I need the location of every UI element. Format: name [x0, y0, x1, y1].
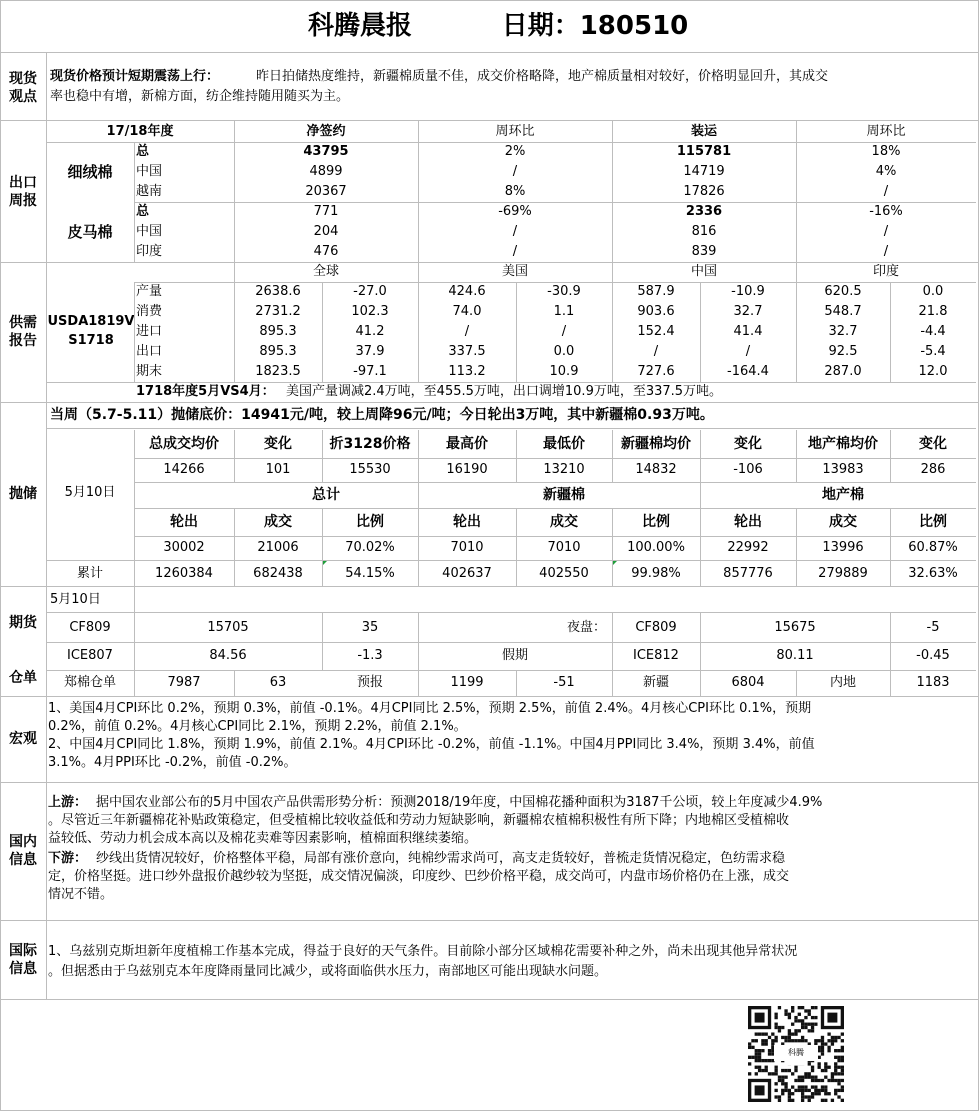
futures-cf-price: 15705 [207, 620, 249, 635]
supply-value: 2638.6 [255, 284, 301, 299]
reserve-day-value: 21006 [257, 540, 299, 555]
reserve-sub-header: 成交 [264, 514, 292, 530]
supply-value: 903.6 [637, 304, 675, 319]
qr-caption: 科腾 [774, 1045, 818, 1061]
grid-line [418, 508, 419, 586]
supply-value: 1.1 [553, 304, 575, 319]
warrant-xinjiang-label: 新疆 [642, 675, 669, 690]
reserve-cumulative-value: 402550 [539, 566, 589, 581]
supply-value: 41.4 [733, 324, 763, 339]
reserve-price-header: 总成交均价 [149, 436, 219, 452]
supply-value: -164.4 [727, 364, 769, 379]
grid-line [516, 430, 517, 482]
futures-ice2-code: ICE812 [633, 648, 679, 663]
grid-line [322, 612, 323, 670]
grid-line [890, 282, 891, 382]
grid-line [0, 999, 979, 1000]
reserve-cumulative-value: 32.63% [908, 566, 958, 581]
supply-region-header: 中国 [690, 264, 717, 279]
grid-line [612, 262, 613, 382]
grid-line [612, 508, 613, 586]
supply-row-label: 消费 [136, 304, 163, 319]
supply-value: -4.4 [920, 324, 946, 339]
report-title: 科腾晨报 [307, 11, 412, 41]
export-ship-wow: 18% [871, 144, 901, 159]
reserve-price-value: 13210 [543, 462, 585, 477]
grid-line [516, 282, 517, 382]
grid-line [234, 262, 235, 382]
reserve-group-xinjiang: 新疆棉 [543, 487, 585, 503]
reserve-day-value: 22992 [727, 540, 769, 555]
supply-value: 2731.2 [255, 304, 301, 319]
grid-line [322, 508, 323, 586]
export-row-label: 总 [136, 204, 150, 219]
reserve-date: 5月10日 [64, 485, 116, 500]
domestic-upstream-text: 益较低、劳动力机会成本高以及棉花卖难等因素影响，植棉面积继续萎缩。 [48, 831, 478, 846]
supply-value: 895.3 [259, 344, 297, 359]
warrant-change: 63 [269, 675, 287, 690]
grid-line [418, 430, 419, 482]
export-net-wow: 8% [504, 184, 526, 199]
grid-line [234, 670, 235, 696]
warrant-label: 郑棉仓单 [63, 675, 116, 690]
supply-region-header: 印度 [872, 264, 899, 279]
supply-row-label: 期末 [136, 364, 163, 379]
export-header-wow: 周环比 [495, 124, 535, 139]
futures-night-label: 夜盘： [566, 620, 606, 635]
grid-line [700, 612, 701, 696]
grid-line [890, 612, 891, 696]
section-reserve: 抛储 [9, 485, 37, 502]
reserve-sub-header: 轮出 [453, 514, 481, 530]
grid-line [612, 430, 613, 482]
export-row-label: 越南 [136, 184, 163, 199]
export-ship-wow: / [883, 244, 889, 259]
supply-value: / [561, 324, 567, 339]
supply-row-label: 出口 [136, 344, 163, 359]
supply-region-header: 全球 [312, 264, 339, 279]
reserve-day-value: 7010 [450, 540, 484, 555]
grid-line [46, 612, 976, 613]
reserve-day-value: 100.00% [627, 540, 685, 555]
supply-value: 21.8 [918, 304, 948, 319]
reserve-day-value: 60.87% [908, 540, 958, 555]
supply-value: 32.7 [828, 324, 858, 339]
reserve-price-value: 13983 [822, 462, 864, 477]
export-net-sales: 771 [313, 204, 339, 219]
grid-line [700, 508, 701, 586]
futures-ice2-change: -0.45 [916, 648, 950, 663]
grid-line [134, 142, 135, 262]
grid-line [0, 262, 979, 263]
supply-value: 1823.5 [255, 364, 301, 379]
export-shipments: 2336 [685, 204, 723, 219]
grid-line [0, 782, 979, 783]
supply-value: 113.2 [448, 364, 486, 379]
grid-line [700, 282, 701, 382]
supply-value: 0.0 [922, 284, 944, 299]
grid-line [134, 508, 976, 509]
reserve-sub-header: 轮出 [734, 514, 762, 530]
reserve-sub-header: 轮出 [170, 514, 198, 530]
domestic-downstream-text: 纱线出货情况较好，价格整体平稳，局部有涨价意向，纯棉纱需求尚可，高支走货较好，普梳走货情况稳定，色纺需求稳 [96, 851, 786, 866]
section-domestic: 国内信息 [9, 834, 37, 868]
export-net-sales: 476 [313, 244, 339, 259]
reserve-price-header: 变化 [734, 436, 762, 452]
macro-text-line: 0.2%，前值 0.2%。4月核心CPI同比 2.1%，预期 2.2%，前值 2.1%。 [48, 719, 467, 734]
futures-ice-code: ICE807 [67, 648, 113, 663]
reserve-cumulative-value: 54.15% [345, 566, 395, 581]
grid-line [46, 382, 976, 383]
domestic-downstream-label: 下游： [48, 851, 88, 866]
grid-line [0, 120, 979, 121]
reserve-price-header: 变化 [919, 436, 947, 452]
export-net-sales: 20367 [305, 184, 347, 199]
export-net-wow: -69% [498, 204, 532, 219]
supply-value: -5.4 [920, 344, 946, 359]
supply-value: / [653, 344, 659, 359]
reserve-price-value: 16190 [446, 462, 488, 477]
reserve-price-value: 15530 [349, 462, 391, 477]
export-net-wow: / [512, 164, 518, 179]
grid-line [890, 430, 891, 482]
supply-value: -30.9 [547, 284, 581, 299]
domestic-downstream-text: 定，价格坚挺。进口纱外盘报价越纱较为坚挺，成交情况偏淡，印度纱、巴纱价格平稳，成交尚可，内盘市场价格仍在上涨，成交 [48, 869, 790, 884]
grid-line [134, 586, 135, 696]
reserve-price-value: -106 [733, 462, 763, 477]
reserve-cumulative-value: 857776 [723, 566, 773, 581]
section-futures: 期货 [9, 615, 37, 631]
grid-line [46, 142, 976, 143]
reserve-price-value: 286 [920, 462, 946, 477]
reserve-cumulative-value: 402637 [442, 566, 492, 581]
reserve-price-header: 折3128价格 [329, 436, 411, 452]
supply-value: / [745, 344, 751, 359]
reserve-sub-header: 比例 [642, 514, 670, 530]
export-shipments: 816 [691, 224, 717, 239]
export-net-wow: 2% [504, 144, 526, 159]
grid-line [134, 202, 976, 203]
warrant-inland-label: 内地 [829, 675, 856, 690]
futures-cf-code: CF809 [69, 620, 111, 635]
supply-value: 152.4 [637, 324, 675, 339]
export-shipments: 115781 [676, 144, 732, 159]
export-group-name: 细绒棉 [67, 163, 113, 181]
export-header-net-sales: 净签约 [306, 124, 346, 139]
supply-value: 424.6 [448, 284, 486, 299]
reserve-price-value: 101 [265, 462, 291, 477]
futures-night-price: 15675 [774, 620, 816, 635]
grid-line [0, 920, 979, 921]
grid-line [890, 508, 891, 586]
grid-line [0, 0, 1, 1111]
supply-row-label: 进口 [136, 324, 163, 339]
supply-value: 102.3 [351, 304, 389, 319]
grid-line [46, 560, 976, 561]
reserve-price-header: 地产棉均价 [808, 436, 878, 452]
supply-value: -10.9 [731, 284, 765, 299]
supply-value: 74.0 [452, 304, 482, 319]
reserve-price-value: 14832 [635, 462, 677, 477]
grid-line [322, 430, 323, 482]
reserve-sub-header: 比例 [356, 514, 384, 530]
domestic-downstream-text: 情况不错。 [48, 887, 114, 902]
warrant-inland-value: 1183 [916, 675, 950, 690]
export-header-year: 17/18年度 [106, 124, 174, 139]
supply-value: -97.1 [353, 364, 387, 379]
spot-text-line: 昨日拍储热度维持，新疆棉质量不佳，成交价格略降，地产棉质量相对较好，价格明显回升，其成交 [256, 69, 829, 84]
reserve-sub-header: 成交 [829, 514, 857, 530]
intl-text-line: 1、乌兹别克斯坦新年度植棉工作基本完成，得益于良好的天气条件。目前除小部分区域棉花需要补种之外，尚未出现其他异常状况 [48, 944, 798, 959]
warrant-forecast-label: 预报 [356, 675, 383, 690]
grid-line [46, 52, 47, 999]
futures-holiday: 假期 [501, 648, 528, 663]
futures-ice-change: -1.3 [357, 648, 383, 663]
reserve-cumulative-value: 99.98% [631, 566, 681, 581]
supply-value: 287.0 [824, 364, 862, 379]
futures-date: 5月10日 [50, 592, 101, 607]
section-supply: 供需报告 [9, 314, 37, 349]
reserve-cumulative-label: 累计 [76, 566, 103, 581]
reserve-sub-header: 成交 [550, 514, 578, 530]
grid-line [796, 508, 797, 586]
reserve-summary: 当周（5.7-5.11）抛储底价：14941元/吨，较上周降96元/吨；今日轮出3万吨，其中新疆棉0.93万吨。 [50, 407, 714, 423]
reserve-day-value: 13996 [822, 540, 864, 555]
macro-text-line: 2、中国4月CPI同比 1.8%，预期 1.9%，前值 2.1%。4月CPI环比 -0.2%，前值 -1.1%。中国4月PPI同比 3.4%，预期 3.4%，前值 [48, 737, 815, 752]
reserve-price-header: 最低价 [543, 436, 585, 452]
reserve-sub-header: 比例 [919, 514, 947, 530]
supply-value: 587.9 [637, 284, 675, 299]
usda-label: USDA1819V [47, 314, 135, 329]
reserve-day-value: 70.02% [345, 540, 395, 555]
futures-ice2-price: 80.11 [776, 648, 814, 663]
grid-line [134, 482, 976, 483]
supply-value: 0.0 [553, 344, 575, 359]
grid-line [134, 282, 976, 283]
section-spot: 现货观点 [9, 70, 37, 105]
section-export: 出口周报 [9, 174, 37, 209]
export-ship-wow: / [883, 224, 889, 239]
export-row-label: 总 [136, 144, 150, 159]
warrant-xinjiang-value: 6804 [731, 675, 765, 690]
export-group-name: 皮马棉 [67, 223, 113, 241]
futures-night-code: CF809 [635, 620, 677, 635]
grid-line [322, 282, 323, 382]
futures-night-change: -5 [926, 620, 940, 635]
section-intl: 国际信息 [9, 942, 37, 977]
section-warrant: 仓单 [9, 670, 37, 686]
usda-label: S1718 [68, 333, 114, 348]
spot-heading: 现货价格预计短期震荡上行： [50, 69, 220, 84]
reserve-price-value: 14266 [163, 462, 205, 477]
supply-value: 548.7 [824, 304, 862, 319]
futures-cf-change: 35 [361, 620, 379, 635]
domestic-upstream-text: 。尽管近三年新疆棉花补贴政策稳定，但受植棉比较收益低和劳动力短缺影响，新疆棉农植棉积极性有所下降；内地棉区受植棉收 [48, 813, 790, 828]
supply-value: 41.2 [355, 324, 385, 339]
export-shipments: 14719 [683, 164, 725, 179]
supply-row-label: 产量 [136, 284, 163, 299]
domestic-upstream-text: 据中国农业部公布的5月中国农产品供需形势分析：预测2018/19年度，中国棉花播种面积为3187千公顷，较上年度减少4.9% [96, 795, 823, 810]
section-macro: 宏观 [9, 731, 37, 747]
grid-line [234, 430, 235, 482]
reserve-day-value: 30002 [163, 540, 205, 555]
reserve-cumulative-value: 279889 [818, 566, 868, 581]
reserve-group-local: 地产棉 [822, 487, 864, 503]
supply-value: 895.3 [259, 324, 297, 339]
export-net-sales: 43795 [303, 144, 349, 159]
grid-line [796, 670, 797, 696]
grid-line [796, 262, 797, 382]
export-shipments: 17826 [683, 184, 725, 199]
export-header-shipments: 装运 [690, 124, 717, 139]
grid-line [46, 642, 976, 643]
export-net-sales: 204 [313, 224, 339, 239]
grid-line [700, 482, 701, 508]
supply-note: 美国产量调减2.4万吨，至455.5万吨，出口调增10.9万吨，至337.5万吨。 [286, 384, 723, 399]
grid-line [134, 282, 135, 382]
supply-value: 10.9 [549, 364, 579, 379]
export-ship-wow: -16% [869, 204, 903, 219]
reserve-price-header: 新疆棉均价 [621, 436, 691, 452]
macro-text-line: 1、美国4月CPI环比 0.2%，预期 0.3%，前值 -0.1%。4月CPI同比 2.5%，预期 2.5%，前值 2.4%。4月核心CPI环比 0.1%，预期 [48, 701, 812, 716]
grid-line [0, 0, 979, 1]
warrant-forecast-value: 1199 [450, 675, 484, 690]
supply-value: / [464, 324, 470, 339]
export-row-label: 中国 [136, 224, 163, 239]
reserve-cumulative-value: 1260384 [155, 566, 213, 581]
export-row-label: 印度 [136, 244, 163, 259]
grid-line [0, 52, 979, 53]
export-shipments: 839 [691, 244, 717, 259]
supply-value: 337.5 [448, 344, 486, 359]
supply-value: 727.6 [637, 364, 675, 379]
supply-note-heading: 1718年度5月VS4月： [136, 384, 275, 399]
supply-value: 32.7 [733, 304, 763, 319]
macro-text-line: 3.1%。4月PPI环比 -0.2%，前值 -0.2%。 [48, 755, 297, 770]
grid-line [516, 670, 517, 696]
supply-value: -27.0 [353, 284, 387, 299]
supply-value: 620.5 [824, 284, 862, 299]
export-net-wow: / [512, 224, 518, 239]
grid-line [516, 508, 517, 586]
grid-line [418, 482, 419, 508]
grid-line [612, 612, 613, 696]
warrant-forecast-change: -51 [553, 675, 575, 690]
reserve-price-header: 最高价 [446, 436, 488, 452]
export-net-sales: 4899 [309, 164, 343, 179]
reserve-day-value: 7010 [547, 540, 581, 555]
grid-line [0, 402, 979, 403]
grid-line [418, 612, 419, 696]
supply-value: 12.0 [918, 364, 948, 379]
export-ship-wow: 4% [875, 164, 897, 179]
grid-line [234, 508, 235, 586]
reserve-cumulative-value: 682438 [253, 566, 303, 581]
grid-line [700, 430, 701, 482]
report-date: 日期：180510 [501, 11, 689, 41]
intl-text-line: 。但据悉由于乌兹别克本年度降雨量同比减少，或将面临供水压力，南部地区可能出现缺水问题。 [48, 964, 608, 979]
supply-region-header: 美国 [501, 264, 528, 279]
export-row-label: 中国 [136, 164, 163, 179]
reserve-price-header: 变化 [264, 436, 292, 452]
grid-line [46, 670, 976, 671]
grid-line [46, 428, 976, 429]
grid-line [418, 262, 419, 382]
warrant-value: 7987 [167, 675, 201, 690]
export-header-wow: 周环比 [866, 124, 906, 139]
supply-value: 92.5 [828, 344, 858, 359]
grid-line [0, 696, 979, 697]
grid-line [134, 458, 976, 459]
reserve-group-total: 总计 [312, 487, 340, 503]
export-net-wow: / [512, 244, 518, 259]
export-ship-wow: / [883, 184, 889, 199]
grid-line [134, 536, 976, 537]
futures-ice-price: 84.56 [209, 648, 247, 663]
supply-value: 37.9 [355, 344, 385, 359]
grid-line [796, 430, 797, 482]
spot-text-line: 率也稳中有增，新棉方面，纺企维持随用随买为主。 [50, 89, 350, 104]
domestic-upstream-label: 上游： [48, 795, 88, 810]
grid-line [0, 586, 979, 587]
